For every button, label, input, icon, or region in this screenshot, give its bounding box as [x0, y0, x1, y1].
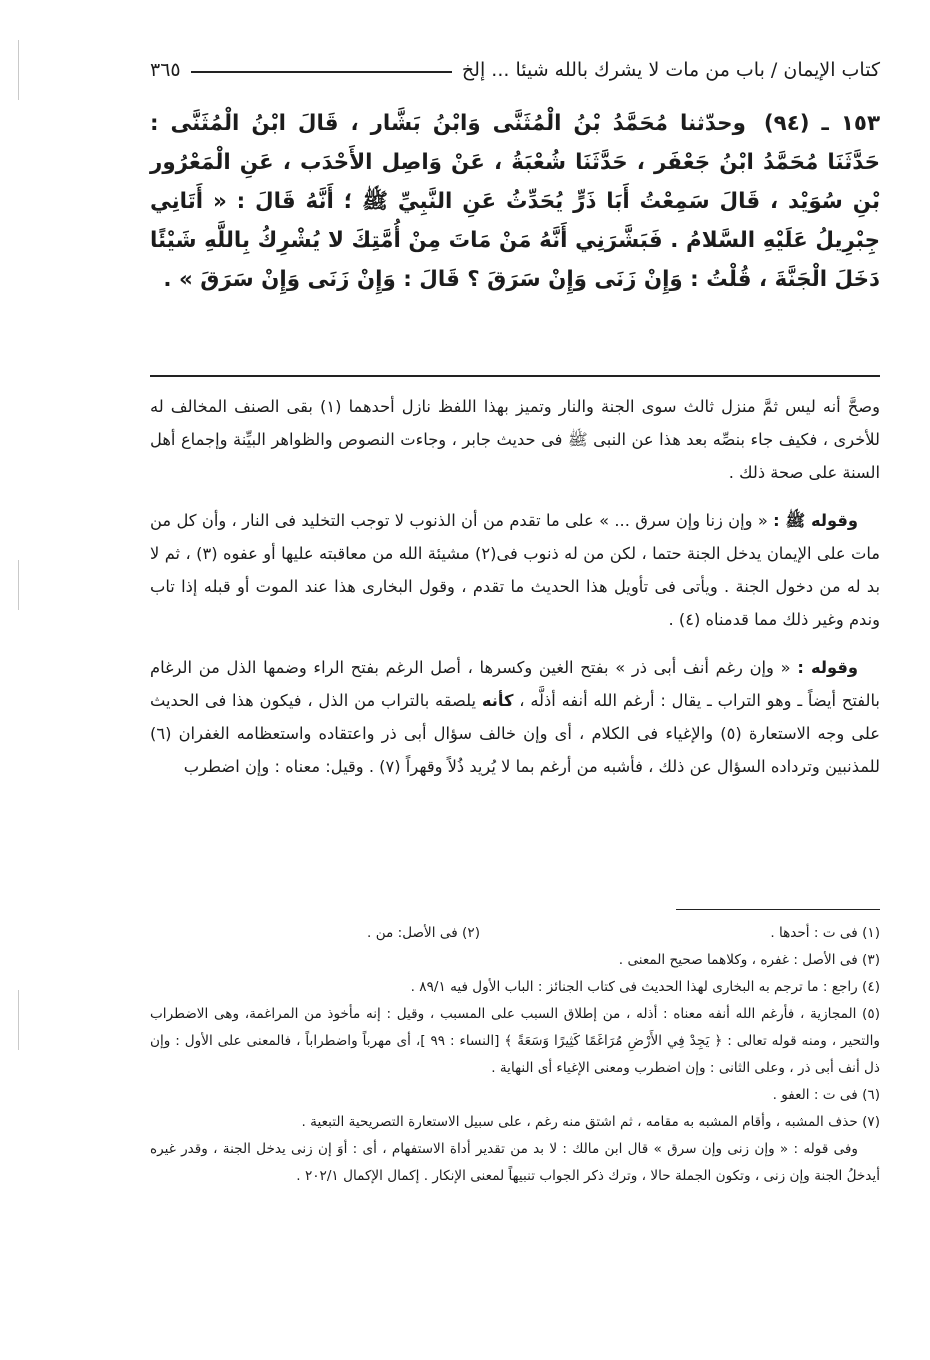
hadith-body: وحدّثنا مُحَمَّدُ بْنُ الْمُثَنَّى وَابْنُ بَشَّار ، قَالَ ابْنُ الْمُثَنَّى : حَدَّثَنَا مُحَمَّدُ ابْنُ جَعْفَر ، حَدَّثَنَا شُعْبَةُ ، عَنْ وَاصِل الأَحْدَب ، عَنِ الْمَعْرُور بْنِ سُوَيْد ، قَالَ سَمِعْتُ أَبَا ذَرٍّ يُحَدِّثُ عَنِ النَّبِيِّ ﷺ ؛ أَنَّهُ قَالَ : « أَتَانِي جِبْرِيلُ عَلَيْهِ السَّلامُ . فَبَشَّرَنِي أَنَّهُ مَنْ مَاتَ مِنْ أُمَّتِكَ لا يُشْرِكُ بِاللَّهِ شَيْئًا دَخَلَ الْجَنَّةَ ، قُلْتُ : وَإِنْ زَنَى وَإِنْ سَرَقَ ؟ قَالَ : وَإِنْ زَنَى وَإِنْ سَرَقَ » .	[150, 111, 880, 292]
hadith-number: ١٥٣ ـ (٩٤)	[763, 111, 880, 136]
footnote: (٥) المجازية ، فأرغم الله أنفه معناه : أذله ، من إطلاق السبب على المسبب ، وقيل : إنه مأخوذ من المراغمة، وهى الاضطراب والتحير ، ومنه قوله تعالى : ﴿ يَجِدْ فِي الأَرْضِ مُرَاغَمًا كَثِيرًا وَسَعَةً ﴾ [النساء : ٩٩ ]، أى مهرباً واضطراباً ، فالمعنى على الأول : وإن ذل أنف أبى ذر ، وعلى الثانى : وإن اضطرب ومعنى الإغياء أى النهاية .	[150, 1006, 880, 1076]
footnote: (٧) حذف المشبه ، وأقام المشبه به مقامه ، ثم اشتق منه رغم ، على سبيل الاستعارة التصريحية التبعية .	[301, 1114, 880, 1130]
commentary-lead: وقوله :	[797, 658, 859, 677]
hadith-text	[150, 104, 880, 299]
running-header	[150, 50, 880, 90]
footnote: (٦) فى ت : العفو .	[772, 1087, 880, 1103]
scan-edge-mark	[18, 560, 19, 610]
commentary-paragraph	[150, 651, 880, 783]
header-rule	[191, 71, 452, 73]
commentary-text: « وإن زنا وإن سرق ... » على ما تقدم من أن الذنوب لا توجب التخليد فى النار ، وأن كل من مات على الإيمان يدخل الجنة حتما ، لكن من له ذنوب فى(٢) مشيئة الله من معاقبته عليها أو عفوه (٣) ، ثم لا بد له من دخول الجنة . ويأتى فى تأويل هذا الحديث ما تقدم ، وقول البخارى هذا عند الموت أو قبله إذا تاب وندم وغير ذلك مما قدمناه (٤) .	[150, 511, 880, 629]
commentary-paragraph	[150, 504, 880, 636]
footnote-row	[150, 920, 880, 947]
commentary-text: « وإن رغم أنف أبى ذر » بفتح الغين وكسرها ، أصل الرغم بفتح الراء وضمها الذل من الرغام بالفتح أيضاً ـ وهو التراب ـ يقال : أرغم الله أنفه أذلَّه ،	[150, 658, 880, 710]
footnotes	[150, 920, 880, 1190]
commentary	[150, 390, 880, 798]
footnote: (٢) فى الأصل: من .	[367, 925, 480, 941]
commentary-paragraph: وصحَّ أنه ليس ثمَّ منزل ثالث سوى الجنة والنار وتميز بهذا اللفظ نازل أحدهما (١) بقى الصنف المخالف له للأخرى ، فكيف جاء بنصِّه بعد هذا عن النبى ﷺ فى حديث جابر ، وجاءت النصوص والظواهر البيِّنة وإجماع أهل السنة على صحة ذلك .	[150, 397, 880, 482]
scan-edge-mark	[18, 40, 19, 100]
section-divider	[150, 375, 880, 377]
commentary-lead: وقوله ﷺ :	[773, 511, 858, 530]
scan-edge-mark	[18, 990, 19, 1050]
commentary-text: يلصقه بالتراب من الذل ، فيكون هذا فى الحديث على وجه الاستعارة (٥) والإغياء فى الكلام ، أى وإن خالف سؤال أبى ذر واعتقاده واستعظامه الغفران (٦) للمذنبين وترداده السؤال عن ذلك ، فأشبه من أرغم بما لا يُريد ذُلاً وقهراً (٧) . وقيل: معناه : وإن اضطرب	[150, 691, 881, 776]
footnote: (٤) راجع : ما ترجم به البخارى لهذا الحديث فى كتاب الجنائز : الباب الأول فيه ٨٩/١ .	[410, 979, 880, 995]
commentary-emphasis: كأنه	[481, 691, 514, 710]
footnote-continuation: وفى قوله : « وإن زنى وإن سرق » قال ابن مالك : لا بد من تقدير أداة الاستفهام ، أى : أوَ إن زنى يدخل الجنة ، وقدر غيره أيدخلُ الجنة وإن زنى ، وتكون الجملة حالا ، وترك ذكر الجواب تنبيهاً لمعنى الإنكار . إكمال الإكمال ٢٠٢/١ .	[150, 1141, 880, 1184]
header-title: كتاب الإيمان / باب من مات لا يشرك بالله شيئا ... إلخ	[461, 59, 880, 81]
footnote-rule	[676, 909, 880, 910]
footnote: (١) فى ت : أحدها .	[770, 925, 880, 941]
footnote: (٣) فى الأصل : غفره ، وكلاهما صحيح المعنى .	[618, 952, 880, 968]
page-number: ٣٦٥	[150, 59, 181, 81]
